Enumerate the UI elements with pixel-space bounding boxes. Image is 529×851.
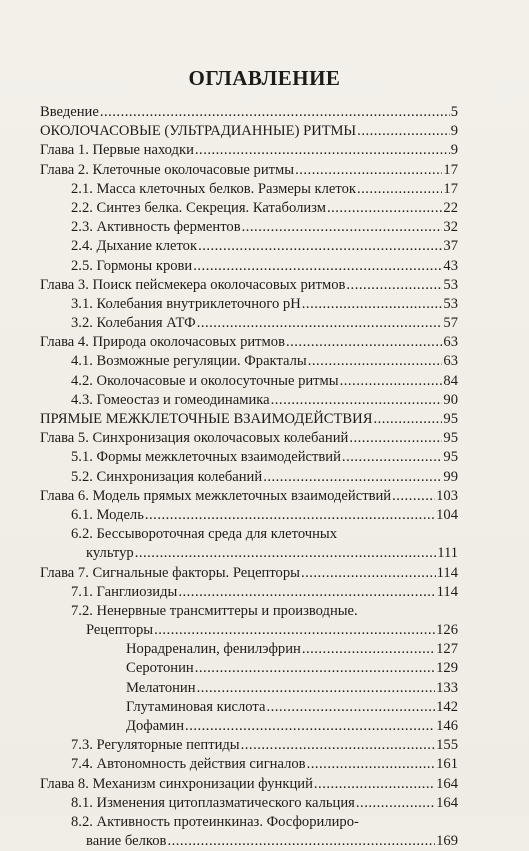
toc-leader-dots [342,448,442,467]
toc-page-number: 22 [443,199,458,216]
toc-page-number: 169 [436,833,458,850]
toc-page-number: 95 [443,411,458,427]
toc-page-number: 95 [443,430,458,447]
toc-leader-dots [241,736,435,755]
toc-leader-dots [266,698,435,717]
toc-entry-label: 3.2. Колебания АТФ [71,315,196,332]
toc-page-number: 63 [443,334,458,351]
toc-entry-label: ПРЯМЫЕ МЕЖКЛЕТОЧНЫЕ ВЗАИМОДЕЙСТВИЯ [40,411,373,427]
toc-entry-label: Глава 1. Первые находки [40,142,194,159]
toc-entry [40,237,458,256]
toc-entry-label: 2.1. Масса клеточных белков. Размеры клеток [71,180,356,197]
toc-leader-dots [100,103,450,122]
toc-entry-label: Глутаминовая кислота [126,698,266,715]
toc-page-number: 99 [443,468,458,485]
toc-entry [40,736,458,755]
toc-page-number: 127 [436,641,458,658]
toc-page-number: 37 [443,238,458,255]
toc-entry-label: 5.2. Синхронизация колебаний [71,468,263,485]
toc-page-number: 53 [443,276,458,293]
toc-page-number: 161 [436,756,458,773]
toc-leader-dots [145,506,435,525]
toc-entry [40,564,458,583]
toc-entry-label: 7.2. Ненервные трансмиттеры и производные. [71,602,358,619]
toc-entry [40,314,458,333]
toc-leader-dots [308,352,443,371]
toc-entry [40,218,458,237]
toc-entry [40,161,458,180]
toc-entry-label: 7.3. Регуляторные пептиды [71,737,240,754]
toc-entry [40,506,458,525]
toc-page-number: 9 [450,142,458,159]
toc-leader-dots [198,237,442,256]
toc-entry-label: культур [86,545,134,562]
toc-page-number: 17 [443,180,458,197]
toc-entry [40,141,458,160]
toc-entry [40,775,458,794]
toc-leader-dots [197,314,443,333]
toc-entry-label: 2.3. Активность ферментов [71,219,241,236]
toc-entry-label: Введение [40,104,99,120]
toc-leader-dots [349,429,442,448]
toc-page-number: 43 [443,257,458,274]
toc-page-number: 95 [443,449,458,466]
toc-page-number: 142 [436,698,458,715]
toc-entry [40,333,458,352]
toc-entry [40,602,458,621]
toc-entry-label: 4.3. Гомеостаз и гомеодинамика [71,391,270,408]
toc-entry-label: 3.1. Колебания внутриклеточного pH [71,295,301,312]
toc-leader-dots [286,333,442,352]
toc-entry-label: Глава 4. Природа околочасовых ритмов [40,334,285,351]
toc-leader-dots [263,468,442,487]
toc-page-number: 155 [436,737,458,754]
toc-entry-label: 6.1. Модель [71,506,144,523]
toc-page-number: 57 [443,315,458,332]
toc-entry-label: 6.2. Бессывороточная среда для клеточных [71,526,337,543]
toc-leader-dots [346,276,442,295]
toc-entry [40,391,458,410]
toc-leader-dots [242,218,443,237]
toc-entry-label: ОКОЛОЧАСОВЫЕ (УЛЬТРАДИАННЫЕ) РИТМЫ [40,123,357,140]
toc-page-number: 104 [436,506,458,523]
toc-leader-dots [135,544,436,563]
toc-leader-dots [392,487,435,506]
toc-leader-dots [307,755,436,774]
toc-entry [40,640,458,659]
toc-entry [40,410,458,429]
toc-leader-dots [356,794,435,813]
toc-leader-dots [327,199,442,218]
toc-entry [40,448,458,467]
toc-entry [40,199,458,218]
toc-leader-dots [167,832,435,851]
toc-entry [40,372,458,391]
toc-page-number: 17 [443,161,458,178]
toc-page-number: 90 [443,391,458,408]
toc-entry [40,257,458,276]
toc-leader-dots [178,583,435,602]
toc-entry [40,679,458,698]
toc-entry-label: 4.1. Возможные регуляции. Фракталы [71,353,307,370]
toc-entry-label: Рецепторы [86,622,154,639]
toc-page-number: 84 [443,372,458,389]
toc-entry-label: Серотонин [126,660,194,677]
toc-entry-label: Глава 2. Клеточные околочасовые ритмы [40,161,295,178]
toc-entry-label: 8.2. Активность протеинкиназ. Фосфорилиро- [71,813,359,830]
toc-leader-dots [302,295,443,314]
toc-page-number: 164 [436,794,458,811]
toc-page-number: 114 [436,583,458,600]
toc-leader-dots [197,679,436,698]
toc-entry-label: 2.4. Дыхание клеток [71,238,198,255]
toc-page-number: 53 [443,295,458,312]
toc-entry [40,698,458,717]
toc-entry [40,755,458,774]
toc-entry [40,103,458,122]
toc-leader-dots [185,717,435,736]
toc-page-number: 5 [450,104,458,120]
toc-entry [40,352,458,371]
toc-entry-label: 8.1. Изменения цитоплазматического кальция [71,794,355,811]
toc-entry-label: Норадреналин, фенилэфрин [126,641,301,658]
toc-entry-label: Глава 6. Модель прямых межклеточных взаимодействий [40,487,392,504]
toc-entry-label: Дофамин [126,718,185,734]
toc-entry [40,583,458,602]
toc-page-number: 103 [436,487,458,504]
toc-page-number: 126 [436,622,458,639]
toc-entry-label: 4.2. Околочасовые и околосуточные ритмы [71,372,339,389]
toc-entry-label: Мелатонин [126,679,196,696]
toc-leader-dots [340,372,443,391]
toc-entry [40,621,458,640]
toc-entry [40,429,458,448]
toc-page-number: 164 [436,775,458,792]
toc-leader-dots [357,180,442,199]
toc-page-number: 63 [443,353,458,370]
toc-page-number: 32 [443,219,458,236]
toc-page-number: 133 [436,679,458,696]
toc-entry-label: Глава 5. Синхронизация околочасовых колебаний [40,430,349,447]
toc-entry [40,487,458,506]
toc-entry [40,122,458,141]
toc-leader-dots [195,659,435,678]
toc-entry-label: Глава 3. Поиск пейсмекера околочасовых ритмов [40,276,346,293]
toc-leader-dots [373,410,442,429]
toc-entry [40,659,458,678]
toc-page-number: 129 [436,660,458,677]
toc-entry-label: 2.2. Синтез белка. Секреция. Катаболизм [71,199,326,216]
toc-leader-dots [271,391,443,410]
toc-entry-label: 2.5. Гормоны крови [71,257,193,274]
toc-leader-dots [301,564,436,583]
toc-entry-label: 5.1. Формы межклеточных взаимодействий [71,449,341,466]
toc-entry [40,295,458,314]
toc-entry [40,832,458,851]
toc-entry [40,717,458,736]
toc-entry [40,525,458,544]
page-title: ОГЛАВЛЕНИЕ [188,66,341,90]
toc-leader-dots [195,141,450,160]
toc-leader-dots [154,621,435,640]
table-of-contents [40,103,458,851]
toc-page-number: 146 [436,718,458,734]
toc-page-number: 9 [450,123,458,140]
toc-entry-label: Глава 7. Сигнальные факторы. Рецепторы [40,564,300,581]
toc-entry [40,794,458,813]
toc-page-number: 111 [437,545,458,562]
toc-entry [40,276,458,295]
toc-entry-label: 7.4. Автономность действия сигналов [71,756,306,773]
toc-entry-label: 7.1. Ганглиозиды [71,583,178,600]
toc-leader-dots [357,122,450,141]
toc-leader-dots [295,161,442,180]
toc-entry-label: Глава 8. Механизм синхронизации функций [40,775,313,792]
toc-page-number: 114 [436,564,458,581]
toc-leader-dots [302,640,435,659]
toc-leader-dots [193,257,442,276]
toc-entry [40,544,458,563]
toc-entry [40,180,458,199]
toc-entry [40,813,458,832]
toc-entry [40,468,458,487]
toc-entry-label: вание белков [86,833,167,850]
toc-leader-dots [314,775,435,794]
